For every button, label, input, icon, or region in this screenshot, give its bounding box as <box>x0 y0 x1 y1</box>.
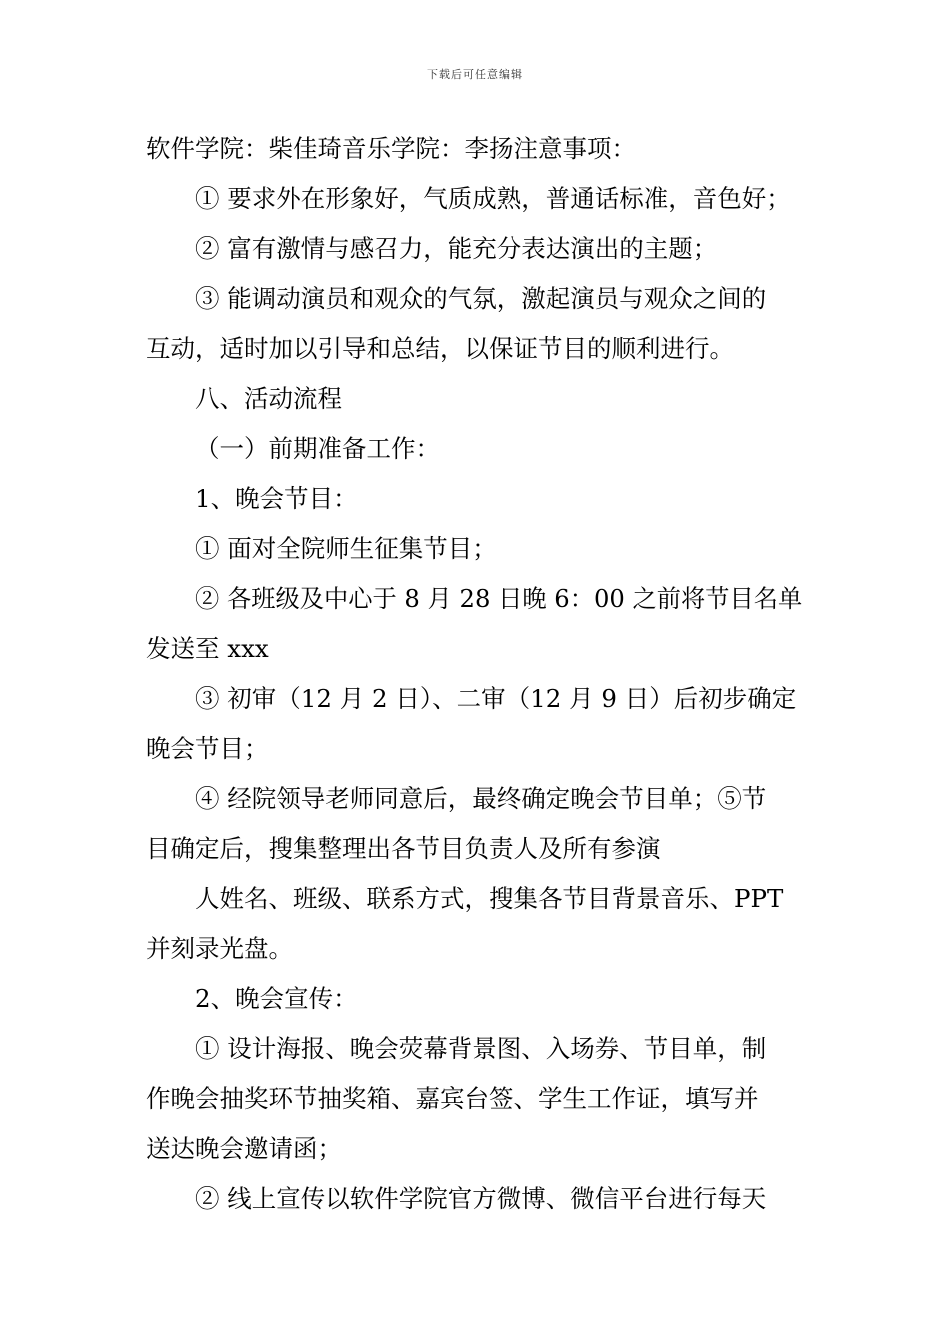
header-note: 下载后可任意编辑 <box>427 68 523 81</box>
text-line: ① 面对全院师生征集节目； <box>195 534 497 563</box>
text-line: ② 各班级及中心于 8 月 28 日晚 6：00 之前将节目名单 <box>195 584 803 613</box>
text-line: 人姓名、班级、联系方式，搜集各节目背景音乐、PPT <box>195 884 784 913</box>
text-line: 送达晚会邀请函； <box>146 1134 342 1163</box>
text-line: ② 富有激情与感召力，能充分表达演出的主题； <box>195 234 718 263</box>
text-line: 发送至 xxx <box>146 634 269 663</box>
text-line: ② 线上宣传以软件学院官方微博、微信平台进行每天 <box>195 1184 767 1213</box>
text-line: 互动，适时加以引导和总结，以保证节目的顺利进行。 <box>146 334 734 363</box>
text-line: ③ 初审（12 月 2 日）、二审（12 月 9 日）后初步确定 <box>195 684 797 713</box>
text-line: 并刻录光盘。 <box>146 934 293 963</box>
text-line: 作晚会抽奖环节抽奖箱、嘉宾台签、学生工作证，填写并 <box>146 1084 759 1113</box>
text-line: ③ 能调动演员和观众的气氛，激起演员与观众之间的 <box>195 284 767 313</box>
text-line: 软件学院：柴佳琦音乐学院：李扬注意事项： <box>146 134 636 163</box>
text-line: ④ 经院领导老师同意后，最终确定晚会节目单；⑤节 <box>195 784 767 813</box>
document-body <box>146 124 808 1224</box>
text-line: （一）前期准备工作： <box>195 434 440 463</box>
text-line: ① 设计海报、晚会荧幕背景图、入场券、节目单，制 <box>195 1034 767 1063</box>
text-line: 1、晚会节目： <box>195 484 358 513</box>
text-line: 八、活动流程 <box>195 384 342 413</box>
text-line: 2、晚会宣传： <box>195 984 358 1013</box>
text-line: 目确定后，搜集整理出各节目负责人及所有参演 <box>146 834 661 863</box>
text-line: 晚会节目； <box>146 734 269 763</box>
text-line: ① 要求外在形象好，气质成熟，普通话标准，音色好； <box>195 184 791 213</box>
